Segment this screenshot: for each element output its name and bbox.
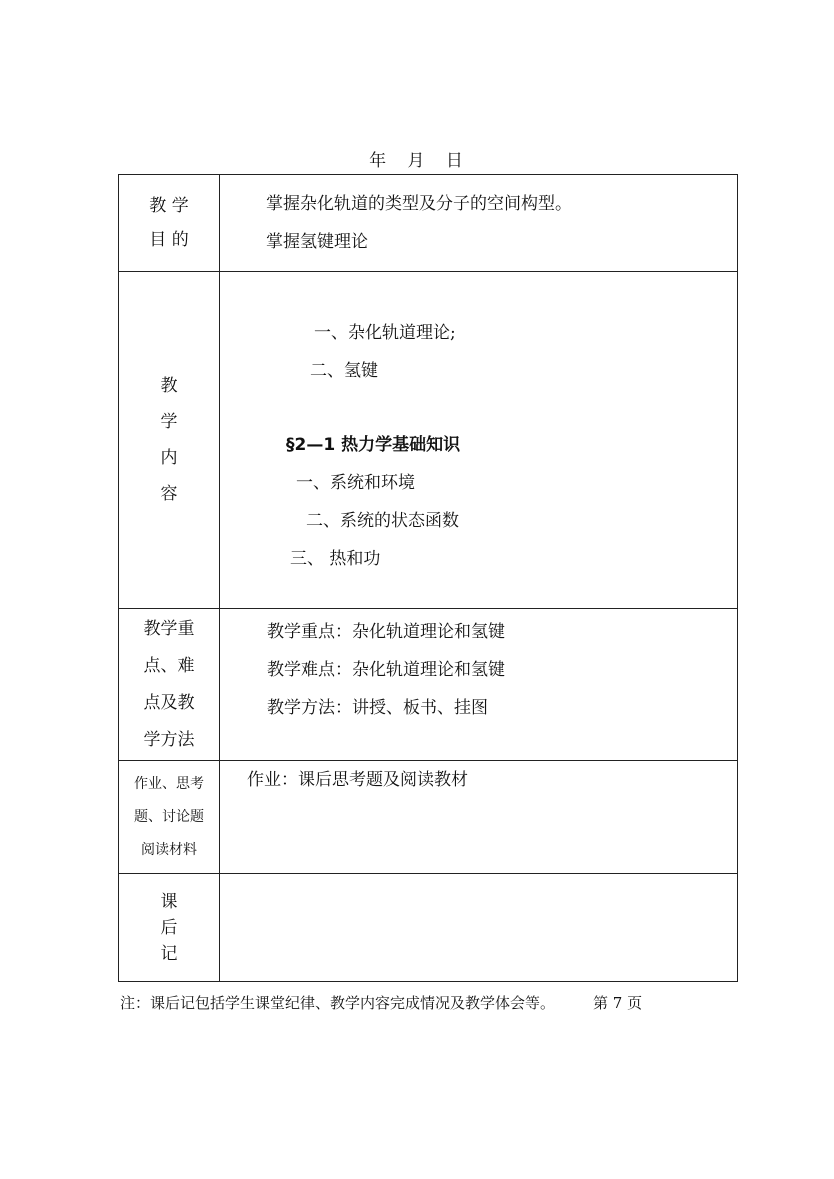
- homework-text: 作业：课后思考题及阅读教材: [247, 770, 468, 790]
- homework-label-line: 作业、思考: [134, 775, 204, 792]
- focus-row: [119, 609, 738, 761]
- content-row: [119, 272, 738, 609]
- focus-label-line: 学方法: [143, 729, 195, 750]
- lesson-plan-table: [118, 174, 738, 982]
- notes-row: [119, 874, 738, 982]
- focus-label: [119, 609, 220, 761]
- homework-row: [119, 761, 738, 874]
- footer-note: 注：课后记包括学生课堂纪律、教学内容完成情况及教学体会等。: [120, 994, 556, 1012]
- objectives-label-line1: 教 学: [149, 196, 189, 216]
- focus-line-3: 教学方法：讲授、板书、挂图: [267, 698, 488, 718]
- focus-label-line: 点及教: [143, 692, 195, 713]
- homework-label-line: 阅读材料: [141, 841, 197, 858]
- page-number: 第 7 页: [593, 994, 643, 1012]
- homework-label-line: 题、讨论题: [134, 808, 204, 825]
- focus-content: [220, 609, 738, 761]
- content-label: [119, 272, 220, 609]
- content-body: [220, 272, 738, 609]
- section-title: §2—1 热力学基础知识: [286, 435, 461, 455]
- objective-line-2: 掌握氢键理论: [266, 232, 368, 252]
- focus-line-1: 教学重点：杂化轨道理论和氢键: [267, 622, 505, 642]
- notes-content: [220, 874, 738, 982]
- objectives-content: [220, 175, 738, 272]
- sub-item-1: 一、系统和环境: [296, 473, 415, 493]
- notes-label: [119, 874, 220, 982]
- objectives-label: [119, 175, 220, 272]
- notes-label-char: 记: [160, 943, 178, 964]
- content-label-char: 内: [160, 448, 178, 468]
- focus-label-line: 教学重: [143, 618, 195, 639]
- outline-item-2: 二、氢键: [310, 361, 378, 381]
- objectives-row: [119, 175, 738, 272]
- outline-item-1: 一、杂化轨道理论;: [314, 323, 456, 343]
- sub-item-2: 二、系统的状态函数: [306, 511, 459, 531]
- objectives-label-line2: 目 的: [149, 230, 189, 250]
- notes-label-char: 课: [160, 891, 178, 912]
- notes-label-char: 后: [160, 917, 178, 938]
- footer: [120, 992, 642, 1013]
- date-header: 年 月 日: [369, 151, 465, 171]
- homework-content: [220, 761, 738, 874]
- content-label-char: 教: [160, 376, 178, 396]
- focus-label-line: 点、难: [143, 655, 195, 676]
- homework-label: [119, 761, 220, 874]
- content-label-char: 容: [160, 484, 178, 504]
- sub-item-3: 三、 热和功: [290, 549, 381, 569]
- objective-line-1: 掌握杂化轨道的类型及分子的空间构型。: [266, 194, 572, 214]
- focus-line-2: 教学难点：杂化轨道理论和氢键: [267, 660, 505, 680]
- content-label-char: 学: [160, 412, 178, 432]
